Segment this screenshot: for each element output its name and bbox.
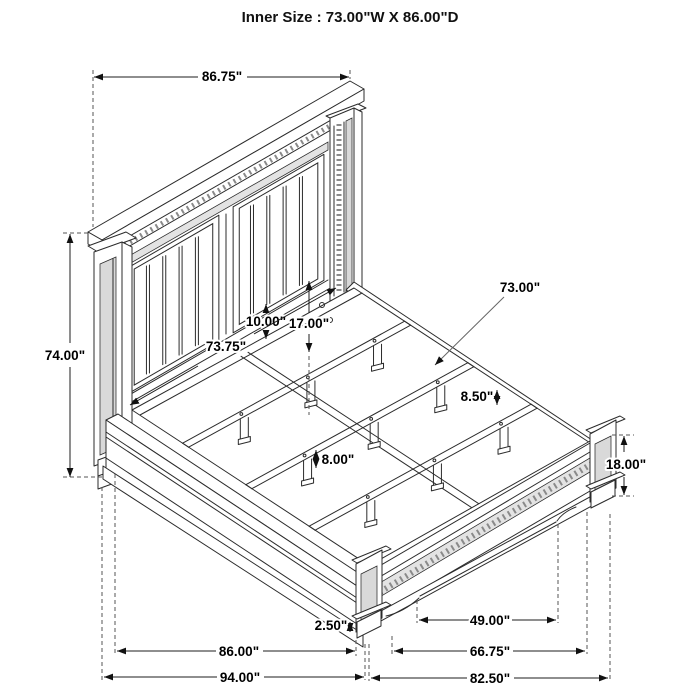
dim-headboard-inner-width-label: 73.75" [205,339,247,354]
dim-rail-height [461,389,497,405]
dim-footboard-width-label: 82.50" [469,671,511,686]
bed-drawing [88,81,625,647]
dim-headboard-gap-small-label: 10.00" [245,314,287,329]
dim-frame-depth [117,644,355,659]
dim-footboard-width [371,671,608,686]
dim-foot-height-label: 2.50" [314,618,348,633]
dim-frame-depth-label: 86.00" [218,644,260,659]
dim-footboard-height-label: 18.00" [605,457,647,472]
dim-headboard-width-label: 86.75" [201,69,243,84]
dim-overall-height-label: 74.00" [44,348,86,363]
dim-overall-depth [104,670,364,685]
dim-rail-height-label: 8.50" [460,389,494,404]
dim-headboard-width [94,69,349,84]
dim-footboard-inner-width [394,644,585,659]
dim-overall-depth-label: 94.00" [219,670,261,685]
dim-support-leg-height [316,450,354,468]
dim-inner-width-label: 73.00" [499,280,541,295]
diagram-title: Inner Size : 73.00"W X 86.00"D [241,9,459,26]
dim-footboard-apron-width [419,613,556,628]
dim-overall-height [45,234,85,477]
headboard-right-post [326,104,366,312]
dim-footboard-apron-width-label: 49.00" [469,613,511,628]
dim-foot-height [315,618,350,633]
dim-support-leg-height-label: 8.00" [321,452,355,467]
dim-headboard-gap-large-label: 17.00" [288,316,330,331]
dim-footboard-inner-width-label: 66.75" [469,644,511,659]
